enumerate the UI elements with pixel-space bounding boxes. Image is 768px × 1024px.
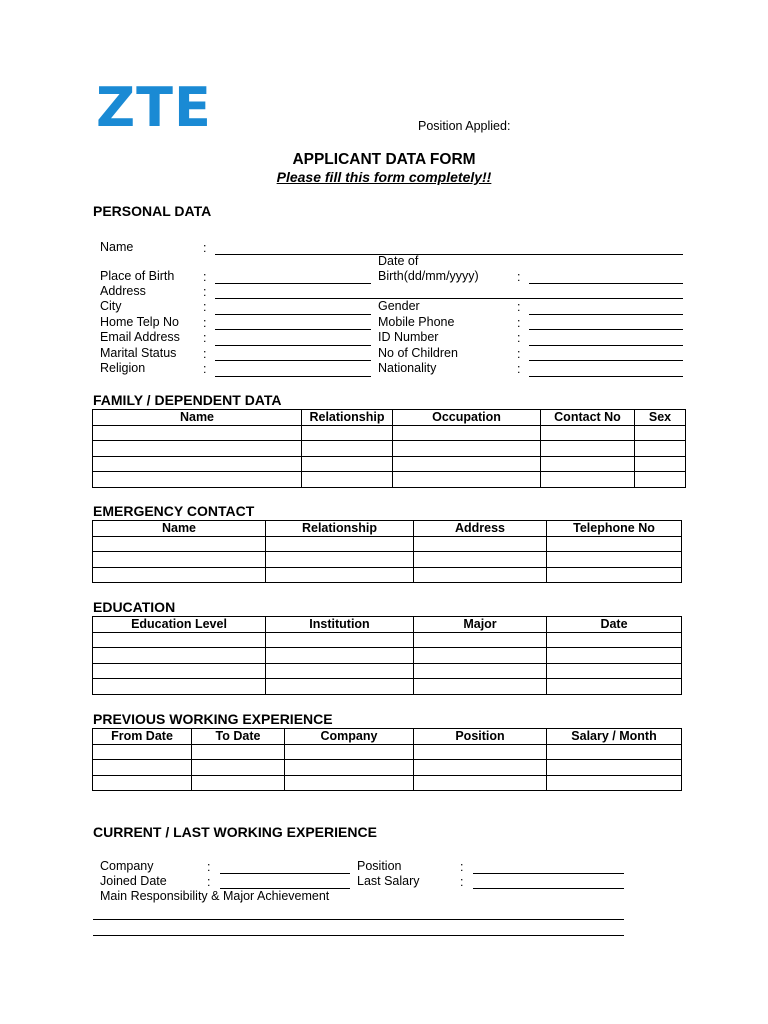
table-cell[interactable]: [93, 456, 302, 472]
family-data-heading: FAMILY / DEPENDENT DATA: [93, 392, 282, 408]
table-cell[interactable]: [285, 760, 414, 776]
name-label: Name: [100, 240, 134, 254]
table-cell[interactable]: [635, 441, 686, 457]
joined-date-label: Joined Date: [100, 874, 167, 888]
last-salary-label: Last Salary: [357, 874, 420, 888]
gender-field[interactable]: [529, 314, 683, 315]
responsibility-field-line-2[interactable]: [93, 935, 624, 936]
table-cell[interactable]: [285, 775, 414, 791]
name-field[interactable]: [215, 254, 683, 255]
place-of-birth-label: Place of Birth: [100, 269, 175, 283]
table-cell[interactable]: [93, 552, 266, 568]
home-telp-label: Home Telp No: [100, 315, 179, 329]
table-row: [93, 425, 686, 441]
table-cell[interactable]: [547, 744, 682, 760]
table-cell[interactable]: [93, 775, 192, 791]
table-row: [93, 760, 682, 776]
table-cell[interactable]: [93, 648, 266, 664]
table-cell[interactable]: [93, 744, 192, 760]
table-cell[interactable]: [192, 760, 285, 776]
table-cell[interactable]: [547, 567, 682, 583]
colon: :: [517, 300, 521, 314]
column-header: Telephone No: [547, 521, 682, 537]
city-label: City: [100, 299, 122, 313]
table-cell[interactable]: [547, 679, 682, 695]
table-row: [93, 536, 682, 552]
table-cell[interactable]: [285, 744, 414, 760]
colon: :: [203, 300, 207, 314]
colon: :: [517, 347, 521, 361]
table-row: [93, 663, 682, 679]
column-header: Name: [93, 521, 266, 537]
table-row: [93, 552, 682, 568]
table-row: [93, 456, 686, 472]
dob-field[interactable]: [529, 283, 683, 284]
place-of-birth-field[interactable]: [215, 283, 371, 284]
table-cell[interactable]: [414, 760, 547, 776]
table-row: [93, 648, 682, 664]
colon: :: [203, 331, 207, 345]
colon: :: [203, 362, 207, 376]
current-company-field[interactable]: [220, 873, 350, 874]
children-label: No of Children: [378, 346, 458, 360]
table-cell[interactable]: [93, 425, 302, 441]
current-position-field[interactable]: [473, 873, 624, 874]
table-cell[interactable]: [547, 760, 682, 776]
table-cell[interactable]: [547, 663, 682, 679]
column-header: Company: [285, 729, 414, 745]
column-header: Position: [414, 729, 547, 745]
table-cell[interactable]: [93, 441, 302, 457]
table-cell[interactable]: [266, 552, 414, 568]
zte-logo: ZTE: [96, 76, 212, 139]
column-header: To Date: [192, 729, 285, 745]
table-cell[interactable]: [302, 441, 393, 457]
religion-label: Religion: [100, 361, 146, 375]
colon: :: [207, 875, 211, 889]
table-row: [93, 744, 682, 760]
address-field[interactable]: [215, 298, 683, 299]
table-cell[interactable]: [547, 648, 682, 664]
table-cell[interactable]: [93, 472, 302, 488]
emergency-table: [92, 520, 682, 583]
form-title: APPLICANT DATA FORM: [292, 151, 476, 168]
table-cell[interactable]: [93, 567, 266, 583]
table-cell[interactable]: [541, 472, 635, 488]
table-cell[interactable]: [302, 456, 393, 472]
children-field[interactable]: [529, 360, 683, 361]
table-cell[interactable]: [93, 632, 266, 648]
colon: :: [460, 875, 464, 889]
table-cell[interactable]: [547, 552, 682, 568]
colon: :: [517, 270, 521, 284]
table-cell[interactable]: [302, 472, 393, 488]
table-cell[interactable]: [547, 536, 682, 552]
table-cell[interactable]: [192, 744, 285, 760]
email-field[interactable]: [215, 345, 371, 346]
colon: :: [203, 285, 207, 299]
dob-label-line2: Birth(dd/mm/yyyy): [378, 269, 479, 283]
table-header-row: [93, 617, 682, 633]
education-table: [92, 616, 682, 695]
table-cell[interactable]: [414, 632, 547, 648]
column-header: Occupation: [393, 410, 541, 426]
email-label: Email Address: [100, 330, 180, 344]
column-header: From Date: [93, 729, 192, 745]
colon: :: [517, 362, 521, 376]
table-cell[interactable]: [414, 552, 547, 568]
table-header-row: [93, 410, 686, 426]
table-cell[interactable]: [635, 425, 686, 441]
table-cell[interactable]: [93, 663, 266, 679]
table-cell[interactable]: [547, 632, 682, 648]
column-header: Relationship: [302, 410, 393, 426]
table-cell[interactable]: [414, 744, 547, 760]
table-cell[interactable]: [93, 760, 192, 776]
id-number-field[interactable]: [529, 345, 683, 346]
table-row: [93, 775, 682, 791]
table-row: [93, 441, 686, 457]
marital-status-label: Marital Status: [100, 346, 177, 360]
last-salary-field[interactable]: [473, 888, 624, 889]
table-row: [93, 679, 682, 695]
table-cell[interactable]: [414, 648, 547, 664]
table-cell[interactable]: [302, 425, 393, 441]
column-header: Address: [414, 521, 547, 537]
colon: :: [207, 860, 211, 874]
column-header: Sex: [635, 410, 686, 426]
previous-experience-table: [92, 728, 682, 791]
column-header: Education Level: [93, 617, 266, 633]
table-cell[interactable]: [93, 679, 266, 695]
table-row: [93, 632, 682, 648]
table-cell[interactable]: [541, 425, 635, 441]
colon: :: [203, 347, 207, 361]
table-row: [93, 472, 686, 488]
table-row: [93, 567, 682, 583]
table-cell[interactable]: [393, 472, 541, 488]
education-heading: EDUCATION: [93, 599, 176, 615]
address-label: Address: [100, 284, 146, 298]
home-telp-field[interactable]: [215, 329, 371, 330]
position-applied-label: Position Applied:: [418, 119, 511, 133]
city-field[interactable]: [215, 314, 371, 315]
family-table: [92, 409, 686, 488]
table-cell[interactable]: [635, 456, 686, 472]
column-header: Major: [414, 617, 547, 633]
colon: :: [517, 331, 521, 345]
column-header: Salary / Month: [547, 729, 682, 745]
responsibility-field-line-1[interactable]: [93, 919, 624, 920]
colon: :: [203, 316, 207, 330]
column-header: Relationship: [266, 521, 414, 537]
table-cell[interactable]: [266, 632, 414, 648]
column-header: Contact No: [541, 410, 635, 426]
table-cell[interactable]: [266, 567, 414, 583]
column-header: Name: [93, 410, 302, 426]
column-header: Institution: [266, 617, 414, 633]
table-cell[interactable]: [266, 679, 414, 695]
responsibility-label: Main Responsibility & Major Achievement: [100, 889, 330, 903]
marital-status-field[interactable]: [215, 360, 371, 361]
table-cell[interactable]: [93, 536, 266, 552]
emergency-contact-heading: EMERGENCY CONTACT: [93, 503, 255, 519]
colon: :: [203, 270, 207, 284]
table-cell[interactable]: [393, 425, 541, 441]
table-cell[interactable]: [393, 441, 541, 457]
mobile-phone-field[interactable]: [529, 329, 683, 330]
table-cell[interactable]: [547, 775, 682, 791]
mobile-phone-label: Mobile Phone: [378, 315, 455, 329]
nationality-field[interactable]: [529, 376, 683, 377]
table-cell[interactable]: [393, 456, 541, 472]
colon: :: [517, 316, 521, 330]
table-cell[interactable]: [414, 775, 547, 791]
religion-field[interactable]: [215, 376, 371, 377]
colon: :: [460, 860, 464, 874]
table-header-row: [93, 521, 682, 537]
nationality-label: Nationality: [378, 361, 437, 375]
form-subtitle: Please fill this form completely!!: [276, 169, 492, 185]
colon: :: [203, 241, 207, 255]
table-cell[interactable]: [541, 456, 635, 472]
table-cell[interactable]: [414, 567, 547, 583]
dob-label-line1: Date of: [378, 254, 419, 268]
current-position-label: Position: [357, 859, 402, 873]
table-cell[interactable]: [541, 441, 635, 457]
table-cell[interactable]: [414, 679, 547, 695]
id-number-label: ID Number: [378, 330, 439, 344]
previous-experience-heading: PREVIOUS WORKING EXPERIENCE: [93, 711, 333, 727]
current-experience-heading: CURRENT / LAST WORKING EXPERIENCE: [93, 824, 377, 840]
table-cell[interactable]: [266, 663, 414, 679]
table-cell[interactable]: [192, 775, 285, 791]
table-cell[interactable]: [266, 648, 414, 664]
column-header: Date: [547, 617, 682, 633]
table-cell[interactable]: [414, 536, 547, 552]
table-cell[interactable]: [266, 536, 414, 552]
current-company-label: Company: [100, 859, 154, 873]
personal-data-heading: PERSONAL DATA: [93, 203, 212, 219]
table-header-row: [93, 729, 682, 745]
table-cell[interactable]: [635, 472, 686, 488]
table-cell[interactable]: [414, 663, 547, 679]
gender-label: Gender: [378, 299, 420, 313]
